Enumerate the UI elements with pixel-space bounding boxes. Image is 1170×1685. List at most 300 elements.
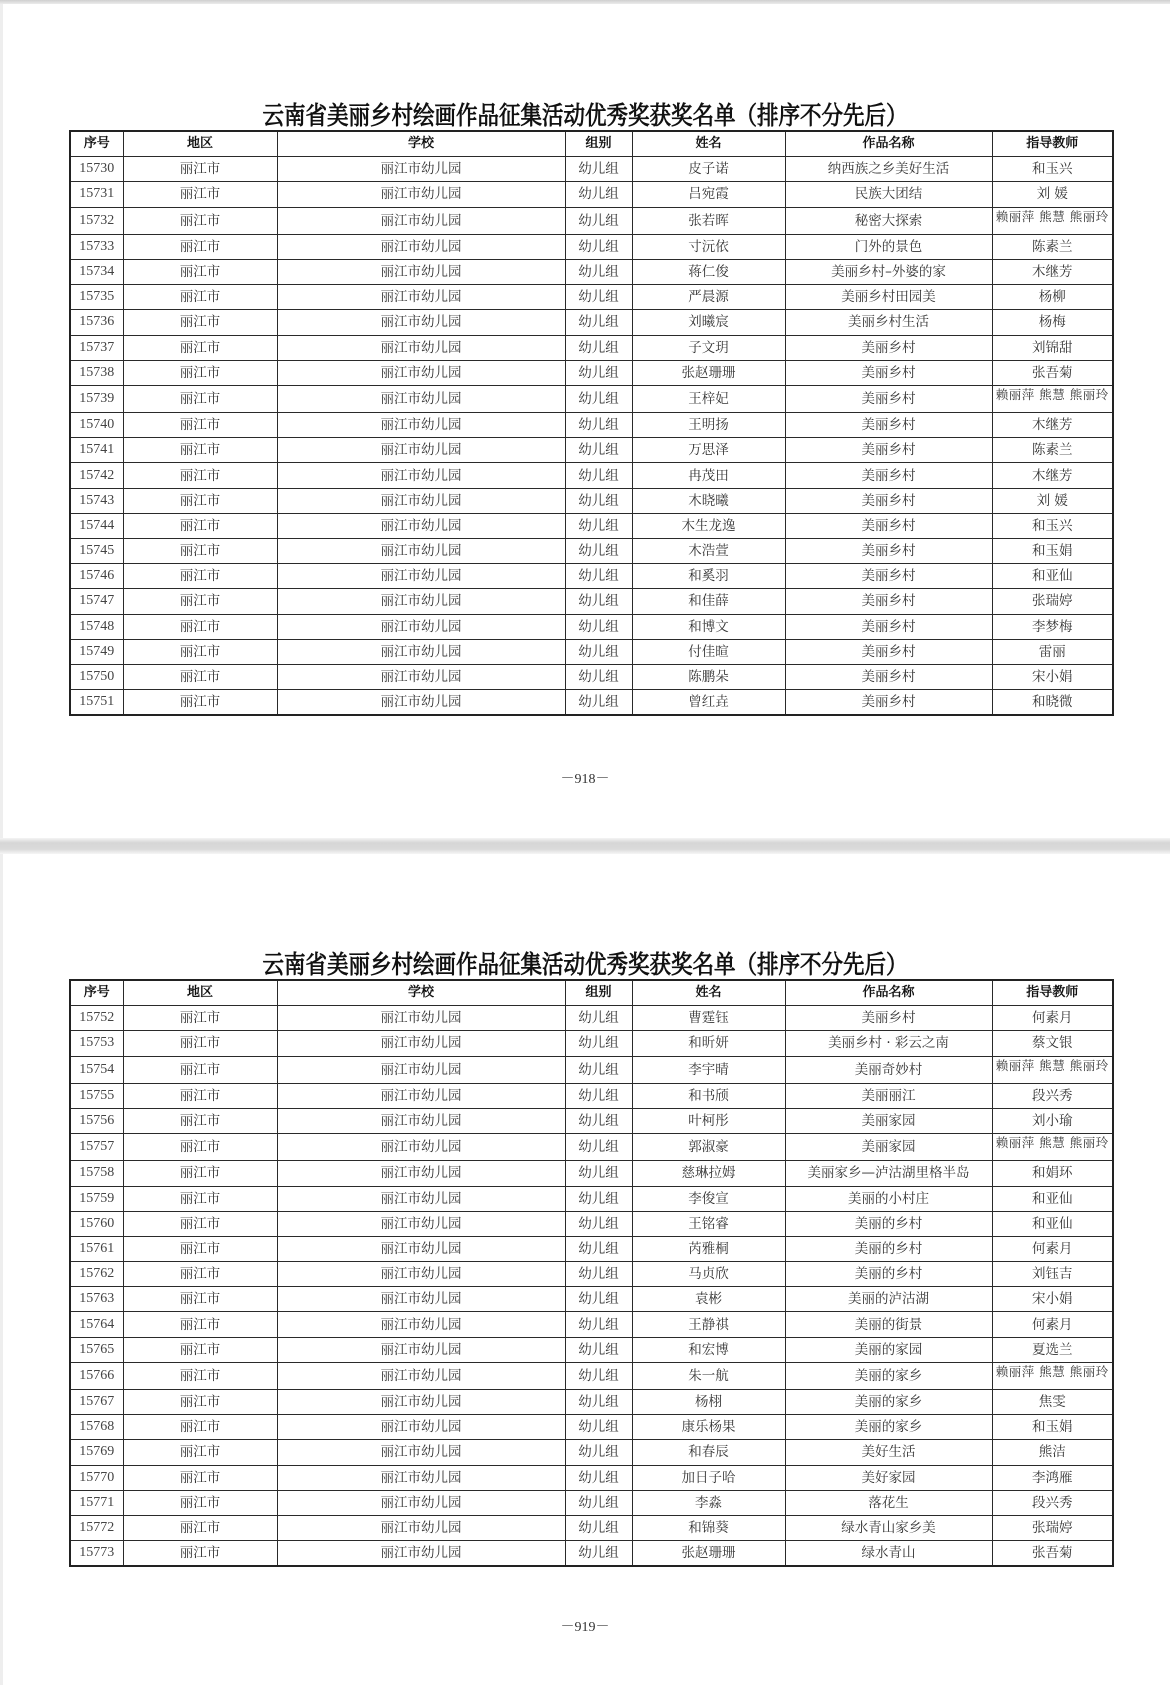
cell-school: 丽江市幼儿园 xyxy=(277,1287,565,1312)
cell-no: 15740 xyxy=(70,413,123,438)
cell-group: 幼儿组 xyxy=(565,1083,632,1108)
table-row xyxy=(70,1236,1113,1261)
cell-name: 王铭睿 xyxy=(632,1211,785,1236)
cell-name: 和春辰 xyxy=(632,1440,785,1465)
cell-school: 丽江市幼儿园 xyxy=(277,564,565,589)
cell-group: 幼儿组 xyxy=(565,285,632,310)
cell-work: 美好家园 xyxy=(785,1465,992,1490)
cell-no: 15751 xyxy=(70,690,123,716)
cell-no: 15766 xyxy=(70,1362,123,1389)
cell-region: 丽江市 xyxy=(123,438,277,463)
cell-region: 丽江市 xyxy=(123,513,277,538)
cell-name: 子文玥 xyxy=(632,335,785,360)
cell-teacher: 何素月 xyxy=(992,1006,1113,1031)
cell-no: 15738 xyxy=(70,360,123,385)
table-row xyxy=(70,310,1113,335)
cell-no: 15730 xyxy=(70,157,123,182)
cell-work: 美丽乡村 xyxy=(785,385,992,412)
cell-region: 丽江市 xyxy=(123,182,277,207)
cell-no: 15764 xyxy=(70,1312,123,1337)
cell-school: 丽江市幼儿园 xyxy=(277,488,565,513)
cell-group: 幼儿组 xyxy=(565,182,632,207)
cell-group: 幼儿组 xyxy=(565,1390,632,1415)
cell-region: 丽江市 xyxy=(123,589,277,614)
table-row xyxy=(70,413,1113,438)
cell-name: 李淼 xyxy=(632,1490,785,1515)
table-row xyxy=(70,1134,1113,1161)
table-row xyxy=(70,1006,1113,1031)
cell-group: 幼儿组 xyxy=(565,664,632,689)
cell-school: 丽江市幼儿园 xyxy=(277,1465,565,1490)
cell-school: 丽江市幼儿园 xyxy=(277,360,565,385)
cell-group: 幼儿组 xyxy=(565,1031,632,1056)
cell-name: 叶柯彤 xyxy=(632,1108,785,1133)
table-row xyxy=(70,1337,1113,1362)
column-header-group: 组别 xyxy=(565,131,632,157)
cell-group: 幼儿组 xyxy=(565,639,632,664)
cell-school: 丽江市幼儿园 xyxy=(277,1236,565,1261)
table-header-row xyxy=(70,131,1113,157)
cell-teacher: 何素月 xyxy=(992,1312,1113,1337)
cell-teacher: 张瑞婷 xyxy=(992,589,1113,614)
cell-region: 丽江市 xyxy=(123,157,277,182)
cell-no: 15746 xyxy=(70,564,123,589)
cell-no: 15737 xyxy=(70,335,123,360)
cell-group: 幼儿组 xyxy=(565,259,632,284)
cell-no: 15739 xyxy=(70,385,123,412)
cell-school: 丽江市幼儿园 xyxy=(277,385,565,412)
cell-region: 丽江市 xyxy=(123,1515,277,1540)
cell-group: 幼儿组 xyxy=(565,1108,632,1133)
table-row xyxy=(70,564,1113,589)
cell-region: 丽江市 xyxy=(123,539,277,564)
cell-group: 幼儿组 xyxy=(565,157,632,182)
cell-no: 15742 xyxy=(70,463,123,488)
cell-work: 美丽家乡—泸沽湖里格半岛 xyxy=(785,1161,992,1186)
cell-group: 幼儿组 xyxy=(565,1362,632,1389)
cell-school: 丽江市幼儿园 xyxy=(277,589,565,614)
page-number: －918－ xyxy=(560,772,610,787)
cell-group: 幼儿组 xyxy=(565,614,632,639)
cell-teacher: 杨梅 xyxy=(992,310,1113,335)
cell-teacher: 段兴秀 xyxy=(992,1490,1113,1515)
cell-group: 幼儿组 xyxy=(565,438,632,463)
cell-work: 美丽的小村庄 xyxy=(785,1186,992,1211)
cell-work: 美丽的家乡 xyxy=(785,1415,992,1440)
cell-name: 陈鹏朵 xyxy=(632,664,785,689)
cell-no: 15765 xyxy=(70,1337,123,1362)
cell-school: 丽江市幼儿园 xyxy=(277,1415,565,1440)
table-row xyxy=(70,488,1113,513)
cell-work: 美丽乡村 xyxy=(785,513,992,538)
cell-no: 15748 xyxy=(70,614,123,639)
cell-teacher: 和娟环 xyxy=(992,1161,1113,1186)
cell-school: 丽江市幼儿园 xyxy=(277,1108,565,1133)
cell-school: 丽江市幼儿园 xyxy=(277,1490,565,1515)
cell-teacher: 木继芳 xyxy=(992,413,1113,438)
cell-no: 15754 xyxy=(70,1056,123,1083)
table-row xyxy=(70,690,1113,716)
cell-work: 美丽的家乡 xyxy=(785,1390,992,1415)
cell-school: 丽江市幼儿园 xyxy=(277,614,565,639)
cell-name: 袁彬 xyxy=(632,1287,785,1312)
cell-teacher: 木继芳 xyxy=(992,259,1113,284)
cell-no: 15747 xyxy=(70,589,123,614)
cell-group: 幼儿组 xyxy=(565,1262,632,1287)
column-header-school: 学校 xyxy=(277,131,565,157)
cell-teacher: 和玉娟 xyxy=(992,539,1113,564)
cell-work: 美丽丽江 xyxy=(785,1083,992,1108)
column-header-name: 姓名 xyxy=(632,131,785,157)
cell-region: 丽江市 xyxy=(123,1006,277,1031)
cell-name: 蒋仁俊 xyxy=(632,259,785,284)
cell-name: 李宇晴 xyxy=(632,1056,785,1083)
cell-work: 美丽家园 xyxy=(785,1108,992,1133)
cell-no: 15762 xyxy=(70,1262,123,1287)
cell-name: 郭淑豪 xyxy=(632,1134,785,1161)
cell-teacher: 雷丽 xyxy=(992,639,1113,664)
cell-teacher: 李梦梅 xyxy=(992,614,1113,639)
cell-name: 木晓曦 xyxy=(632,488,785,513)
cell-group: 幼儿组 xyxy=(565,413,632,438)
table-row xyxy=(70,1211,1113,1236)
cell-school: 丽江市幼儿园 xyxy=(277,335,565,360)
table-row xyxy=(70,1083,1113,1108)
cell-name: 朱一航 xyxy=(632,1362,785,1389)
cell-work: 美丽乡村 xyxy=(785,614,992,639)
cell-region: 丽江市 xyxy=(123,1465,277,1490)
cell-school: 丽江市幼儿园 xyxy=(277,1211,565,1236)
column-header-no: 序号 xyxy=(70,131,123,157)
cell-region: 丽江市 xyxy=(123,1161,277,1186)
cell-name: 和佳薛 xyxy=(632,589,785,614)
cell-group: 幼儿组 xyxy=(565,1134,632,1161)
cell-work: 美丽乡村 xyxy=(785,463,992,488)
table-row xyxy=(70,1415,1113,1440)
cell-name: 和昕妍 xyxy=(632,1031,785,1056)
cell-group: 幼儿组 xyxy=(565,1515,632,1540)
cell-region: 丽江市 xyxy=(123,488,277,513)
cell-school: 丽江市幼儿园 xyxy=(277,463,565,488)
cell-no: 15741 xyxy=(70,438,123,463)
cell-teacher xyxy=(992,1056,1113,1083)
cell-work: 美丽乡村 xyxy=(785,335,992,360)
table-row xyxy=(70,539,1113,564)
cell-region: 丽江市 xyxy=(123,1440,277,1465)
table-body xyxy=(70,1006,1113,1567)
page-separator xyxy=(0,838,1170,854)
cell-group: 幼儿组 xyxy=(565,1337,632,1362)
cell-no: 15732 xyxy=(70,207,123,234)
cell-region: 丽江市 xyxy=(123,1490,277,1515)
cell-group: 幼儿组 xyxy=(565,335,632,360)
cell-no: 15758 xyxy=(70,1161,123,1186)
cell-region: 丽江市 xyxy=(123,259,277,284)
cell-region: 丽江市 xyxy=(123,639,277,664)
cell-school: 丽江市幼儿园 xyxy=(277,513,565,538)
cell-teacher: 宋小娟 xyxy=(992,664,1113,689)
cell-group: 幼儿组 xyxy=(565,1415,632,1440)
cell-teacher: 段兴秀 xyxy=(992,1083,1113,1108)
cell-name: 万思泽 xyxy=(632,438,785,463)
table-row xyxy=(70,1465,1113,1490)
cell-no: 15760 xyxy=(70,1211,123,1236)
cell-school: 丽江市幼儿园 xyxy=(277,1541,565,1567)
table-body xyxy=(70,157,1113,716)
cell-teacher: 何素月 xyxy=(992,1236,1113,1261)
table-row xyxy=(70,335,1113,360)
table-header-row xyxy=(70,980,1113,1006)
cell-school: 丽江市幼儿园 xyxy=(277,310,565,335)
cell-region: 丽江市 xyxy=(123,1083,277,1108)
table-row xyxy=(70,157,1113,182)
cell-school: 丽江市幼儿园 xyxy=(277,1161,565,1186)
cell-work: 美丽乡村 xyxy=(785,539,992,564)
table-row xyxy=(70,1031,1113,1056)
table-row xyxy=(70,1362,1113,1389)
cell-group: 幼儿组 xyxy=(565,1006,632,1031)
cell-work: 美丽的乡村 xyxy=(785,1262,992,1287)
cell-region: 丽江市 xyxy=(123,234,277,259)
table-row xyxy=(70,589,1113,614)
table-row xyxy=(70,207,1113,234)
cell-name: 芮雅桐 xyxy=(632,1236,785,1261)
cell-no: 15736 xyxy=(70,310,123,335)
cell-teacher: 陈素兰 xyxy=(992,438,1113,463)
table-row xyxy=(70,664,1113,689)
cell-group: 幼儿组 xyxy=(565,513,632,538)
cell-name: 加日子哈 xyxy=(632,1465,785,1490)
cell-work: 美丽乡村 xyxy=(785,413,992,438)
cell-group: 幼儿组 xyxy=(565,207,632,234)
cell-teacher: 焦雯 xyxy=(992,1390,1113,1415)
table-row xyxy=(70,285,1113,310)
cell-teacher: 和玉兴 xyxy=(992,513,1113,538)
table-row xyxy=(70,639,1113,664)
cell-region: 丽江市 xyxy=(123,1056,277,1083)
cell-work: 秘密大探索 xyxy=(785,207,992,234)
cell-school: 丽江市幼儿园 xyxy=(277,182,565,207)
table-row xyxy=(70,1312,1113,1337)
cell-region: 丽江市 xyxy=(123,1541,277,1567)
cell-work: 美丽乡村 xyxy=(785,639,992,664)
cell-group: 幼儿组 xyxy=(565,234,632,259)
table-row xyxy=(70,463,1113,488)
cell-name: 曾红垚 xyxy=(632,690,785,716)
cell-group: 幼儿组 xyxy=(565,1056,632,1083)
cell-name: 张若晖 xyxy=(632,207,785,234)
cell-name: 和锦葵 xyxy=(632,1515,785,1540)
award-table xyxy=(69,979,1114,1567)
cell-teacher: 熊洁 xyxy=(992,1440,1113,1465)
cell-school: 丽江市幼儿园 xyxy=(277,234,565,259)
cell-group: 幼儿组 xyxy=(565,488,632,513)
cell-school: 丽江市幼儿园 xyxy=(277,1312,565,1337)
cell-work: 美丽家园 xyxy=(785,1134,992,1161)
cell-region: 丽江市 xyxy=(123,463,277,488)
cell-region: 丽江市 xyxy=(123,1337,277,1362)
cell-no: 15756 xyxy=(70,1108,123,1133)
column-header-work: 作品名称 xyxy=(785,131,992,157)
cell-work: 民族大团结 xyxy=(785,182,992,207)
cell-school: 丽江市幼儿园 xyxy=(277,1031,565,1056)
cell-school: 丽江市幼儿园 xyxy=(277,539,565,564)
cell-work: 美丽乡村 xyxy=(785,438,992,463)
cell-group: 幼儿组 xyxy=(565,360,632,385)
cell-region: 丽江市 xyxy=(123,1134,277,1161)
column-header-work: 作品名称 xyxy=(785,980,992,1006)
cell-no: 15733 xyxy=(70,234,123,259)
table-row xyxy=(70,259,1113,284)
cell-school: 丽江市幼儿园 xyxy=(277,1440,565,1465)
cell-no: 15773 xyxy=(70,1541,123,1567)
cell-no: 15745 xyxy=(70,539,123,564)
award-table xyxy=(69,130,1114,716)
cell-work: 美丽的乡村 xyxy=(785,1211,992,1236)
cell-region: 丽江市 xyxy=(123,614,277,639)
cell-name: 王静祺 xyxy=(632,1312,785,1337)
cell-name: 王梓妃 xyxy=(632,385,785,412)
cell-group: 幼儿组 xyxy=(565,1490,632,1515)
column-header-group: 组别 xyxy=(565,980,632,1006)
cell-school: 丽江市幼儿园 xyxy=(277,1362,565,1389)
table-row xyxy=(70,438,1113,463)
cell-school: 丽江市幼儿园 xyxy=(277,690,565,716)
cell-teacher: 刘 媛 xyxy=(992,488,1113,513)
cell-group: 幼儿组 xyxy=(565,1465,632,1490)
table-row xyxy=(70,385,1113,412)
cell-name: 木生龙逸 xyxy=(632,513,785,538)
cell-work: 美丽乡村–外婆的家 xyxy=(785,259,992,284)
cell-region: 丽江市 xyxy=(123,285,277,310)
cell-name: 杨栩 xyxy=(632,1390,785,1415)
cell-no: 15755 xyxy=(70,1083,123,1108)
cell-teacher: 和晓微 xyxy=(992,690,1113,716)
document-page-918 xyxy=(0,0,1170,838)
cell-region: 丽江市 xyxy=(123,1262,277,1287)
cell-teacher: 和亚仙 xyxy=(992,564,1113,589)
cell-region: 丽江市 xyxy=(123,1415,277,1440)
cell-work: 美丽的街景 xyxy=(785,1312,992,1337)
page-number: －919－ xyxy=(560,1620,610,1635)
cell-name: 和宏博 xyxy=(632,1337,785,1362)
cell-name: 王明扬 xyxy=(632,413,785,438)
cell-work: 美丽乡村 xyxy=(785,690,992,716)
cell-group: 幼儿组 xyxy=(565,385,632,412)
cell-region: 丽江市 xyxy=(123,1362,277,1389)
cell-name: 马贞欣 xyxy=(632,1262,785,1287)
cell-group: 幼儿组 xyxy=(565,1541,632,1567)
cell-work: 美丽乡村 xyxy=(785,664,992,689)
cell-region: 丽江市 xyxy=(123,1186,277,1211)
cell-group: 幼儿组 xyxy=(565,1161,632,1186)
column-header-teacher: 指导教师 xyxy=(992,131,1113,157)
cell-region: 丽江市 xyxy=(123,310,277,335)
cell-region: 丽江市 xyxy=(123,1031,277,1056)
document-title: 云南省美丽乡村绘画作品征集活动优秀奖获奖名单（排序不分先后） xyxy=(262,101,908,130)
table-row xyxy=(70,1186,1113,1211)
cell-no: 15749 xyxy=(70,639,123,664)
cell-no: 15767 xyxy=(70,1390,123,1415)
cell-no: 15744 xyxy=(70,513,123,538)
cell-teacher: 张瑞婷 xyxy=(992,1515,1113,1540)
table-row xyxy=(70,1262,1113,1287)
cell-work: 美丽乡村 xyxy=(785,564,992,589)
teacher-names: 赖丽萍 熊慧 熊丽玲 xyxy=(995,1136,1109,1151)
table-row xyxy=(70,234,1113,259)
column-header-region: 地区 xyxy=(123,131,277,157)
cell-no: 15759 xyxy=(70,1186,123,1211)
cell-school: 丽江市幼儿园 xyxy=(277,285,565,310)
cell-work: 美丽乡村 xyxy=(785,1006,992,1031)
cell-work: 美丽乡村 xyxy=(785,360,992,385)
table-row xyxy=(70,182,1113,207)
cell-group: 幼儿组 xyxy=(565,310,632,335)
column-header-school: 学校 xyxy=(277,980,565,1006)
cell-work: 门外的景色 xyxy=(785,234,992,259)
column-header-no: 序号 xyxy=(70,980,123,1006)
cell-group: 幼儿组 xyxy=(565,589,632,614)
cell-work: 美丽的家园 xyxy=(785,1337,992,1362)
cell-teacher: 宋小娟 xyxy=(992,1287,1113,1312)
cell-region: 丽江市 xyxy=(123,1312,277,1337)
cell-school: 丽江市幼儿园 xyxy=(277,1262,565,1287)
cell-region: 丽江市 xyxy=(123,1390,277,1415)
cell-work: 绿水青山家乡美 xyxy=(785,1515,992,1540)
table-row xyxy=(70,1108,1113,1133)
cell-school: 丽江市幼儿园 xyxy=(277,413,565,438)
cell-work: 美丽的乡村 xyxy=(785,1236,992,1261)
cell-region: 丽江市 xyxy=(123,1287,277,1312)
cell-school: 丽江市幼儿园 xyxy=(277,259,565,284)
cell-name: 皮子诺 xyxy=(632,157,785,182)
cell-name: 李俊宣 xyxy=(632,1186,785,1211)
cell-teacher: 木继芳 xyxy=(992,463,1113,488)
cell-no: 15768 xyxy=(70,1415,123,1440)
cell-school: 丽江市幼儿园 xyxy=(277,1056,565,1083)
cell-no: 15763 xyxy=(70,1287,123,1312)
cell-work: 纳西族之乡美好生活 xyxy=(785,157,992,182)
cell-no: 15743 xyxy=(70,488,123,513)
cell-teacher: 张吾菊 xyxy=(992,360,1113,385)
cell-school: 丽江市幼儿园 xyxy=(277,1006,565,1031)
cell-group: 幼儿组 xyxy=(565,1312,632,1337)
cell-no: 15761 xyxy=(70,1236,123,1261)
cell-school: 丽江市幼儿园 xyxy=(277,1390,565,1415)
table-row xyxy=(70,1515,1113,1540)
cell-teacher: 陈素兰 xyxy=(992,234,1113,259)
cell-region: 丽江市 xyxy=(123,385,277,412)
cell-group: 幼儿组 xyxy=(565,463,632,488)
cell-name: 付佳暄 xyxy=(632,639,785,664)
cell-work: 美丽乡村 · 彩云之南 xyxy=(785,1031,992,1056)
column-header-teacher: 指导教师 xyxy=(992,980,1113,1006)
cell-work: 美好生活 xyxy=(785,1440,992,1465)
column-header-region: 地区 xyxy=(123,980,277,1006)
cell-teacher: 和亚仙 xyxy=(992,1186,1113,1211)
cell-teacher: 和玉娟 xyxy=(992,1415,1113,1440)
cell-no: 15750 xyxy=(70,664,123,689)
table-row xyxy=(70,1161,1113,1186)
table-row xyxy=(70,1287,1113,1312)
cell-teacher: 和玉兴 xyxy=(992,157,1113,182)
cell-work: 美丽的泸沽湖 xyxy=(785,1287,992,1312)
document-title: 云南省美丽乡村绘画作品征集活动优秀奖获奖名单（排序不分先后） xyxy=(262,950,908,979)
cell-name: 张赵珊珊 xyxy=(632,360,785,385)
table-row xyxy=(70,1056,1113,1083)
cell-group: 幼儿组 xyxy=(565,1236,632,1261)
document-page-919 xyxy=(0,854,1170,1685)
